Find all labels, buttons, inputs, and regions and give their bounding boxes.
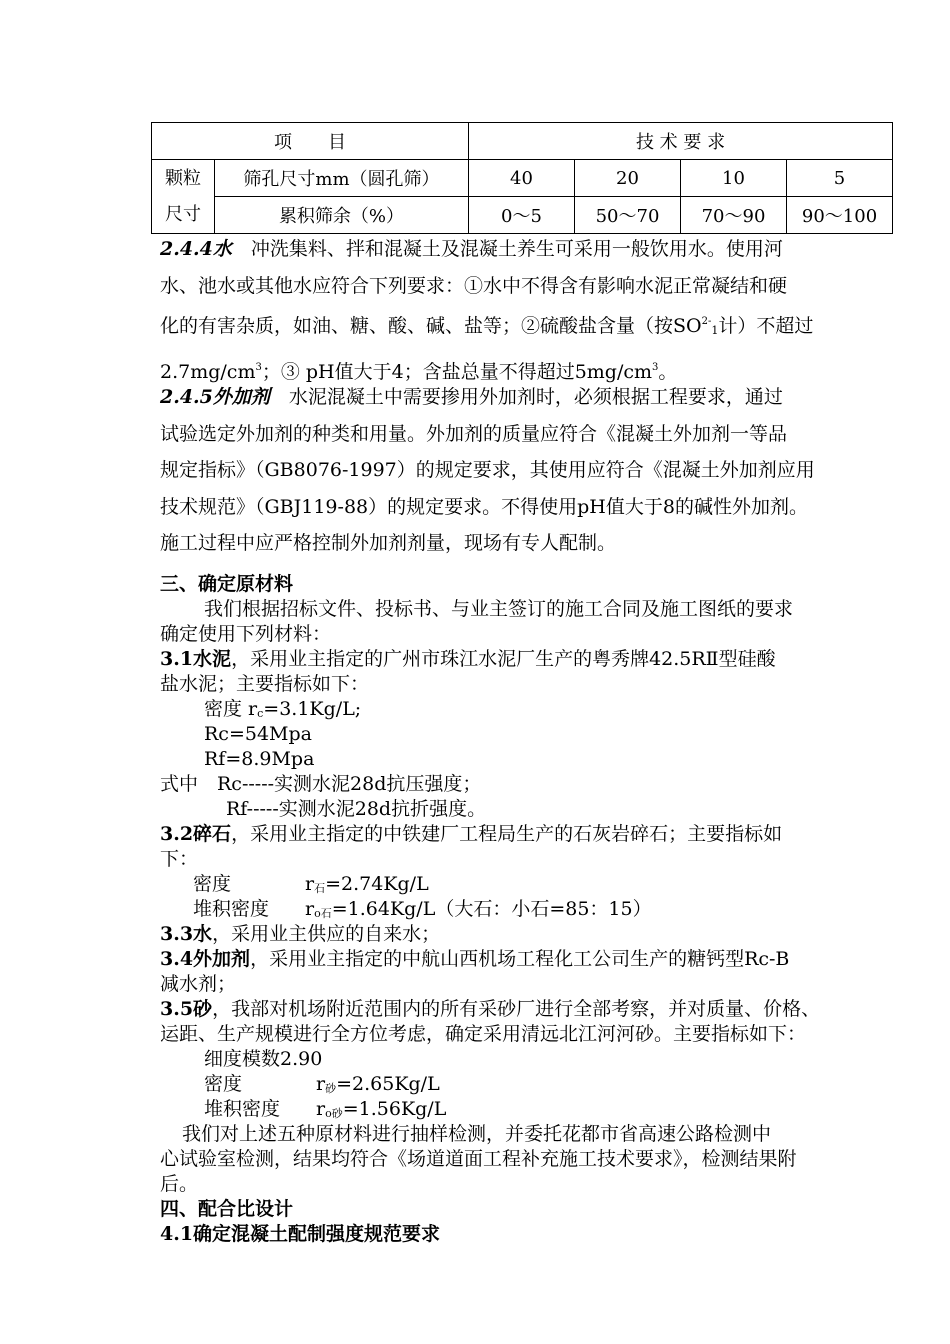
heading-text: 三、确定原材料	[160, 573, 294, 595]
text-span: ；③ pH值大于4；含盐总量不得超过5mg/cm	[261, 360, 653, 383]
text-line	[160, 231, 890, 268]
header-requirement: 技 术 要 求	[469, 123, 893, 160]
table-cell: 10	[681, 160, 787, 197]
text-line: 确定使用下列材料：	[160, 623, 332, 645]
text-span: 冲洗集料、拌和混凝土及混凝土养生可采用一般饮用水。使用河	[250, 238, 783, 260]
section-3-title	[160, 572, 890, 597]
text-span: ，采用业主指定的中铁建厂工程局生产的石灰岩碎石；主要指标如	[231, 823, 783, 845]
section-4-title	[160, 1197, 890, 1222]
sand-bulk-density	[204, 1097, 934, 1122]
sieve-size-label: 筛孔尺寸mm（圆孔筛）	[215, 160, 469, 197]
text-line: 心试验室检测，结果均符合《场道道面工程补充施工技术要求》，检测结果附	[160, 1148, 797, 1170]
superscript: 3	[255, 361, 262, 373]
text-span: ，采用业主指定的中航山西机场工程化工公司生产的糖钙型Rc-B	[250, 948, 790, 970]
item-heading: 3.5砂	[160, 998, 213, 1020]
text-span: 2.7mg/cm	[160, 360, 256, 383]
table-header-row	[152, 123, 893, 160]
superscript: 2-	[701, 316, 712, 327]
text-line: 施工过程中应严格控制外加剂剂量，现场有专人配制。	[160, 532, 617, 554]
subscript: o砂	[325, 1107, 343, 1120]
gradation-table	[151, 122, 893, 234]
text-span: r	[316, 1073, 326, 1095]
table-row	[152, 197, 893, 234]
subscript: 石	[314, 882, 326, 895]
text-span: 堆积密度	[193, 898, 270, 920]
stone-bulk-density	[193, 897, 923, 922]
text-span: =1.64Kg/L（大石：小石=85：15）	[331, 898, 652, 920]
text-line: 运距、生产规模进行全方位考虑，确定采用清远北江河河砂。主要指标如下：	[160, 1023, 807, 1045]
text-span: ，我部对机场附近范围内的所有采砂厂进行全部考察，并对质量、价格、	[212, 998, 821, 1020]
text-line: 减水剂；	[160, 973, 237, 995]
text-span: ，采用业主供应的自来水；	[212, 923, 441, 945]
subscript: c	[257, 707, 264, 720]
text-line	[160, 304, 890, 350]
text-span: 密度	[204, 1073, 243, 1095]
text-span: =2.65Kg/L	[336, 1073, 440, 1095]
text-line	[160, 379, 890, 416]
text-span: 密度	[193, 873, 232, 895]
formula-rf: Rf-----实测水泥28d抗折强度。	[226, 798, 487, 820]
text-line: 盐水泥；主要指标如下：	[160, 673, 370, 695]
subscript: 砂	[325, 1082, 337, 1095]
text-line: 后。	[160, 1173, 199, 1195]
row-label-line-2: 尺寸	[165, 203, 201, 225]
text-span: =1.56Kg/L	[342, 1098, 447, 1120]
row-label-line-1: 颗粒	[165, 167, 201, 189]
heading-text: 4.1确定混凝土配制强度规范要求	[160, 1223, 441, 1245]
table-cell: 50～70	[575, 197, 681, 234]
item-heading: 3.1水泥	[160, 648, 232, 670]
item-3-3-water	[160, 922, 890, 947]
cement-rf: Rf=8.9Mpa	[204, 748, 315, 770]
table-cell: 70～90	[681, 197, 787, 234]
text-span: r	[305, 873, 315, 895]
superscript: 3	[652, 361, 659, 373]
sand-fineness: 细度模数2.90	[204, 1048, 323, 1070]
text-span: r	[305, 898, 315, 920]
text-line: 规定指标》（GB8076-1997）的规定要求，其使用应符合《混凝土外加剂应用	[160, 459, 815, 481]
text-span: ，采用业主指定的广州市珠江水泥厂生产的粤秀牌42.5RⅡ型硅酸	[231, 648, 776, 670]
cumulative-residue-label: 累积筛余（%）	[215, 197, 469, 234]
row-label-particle-size	[152, 160, 215, 234]
text-span: r	[316, 1098, 326, 1120]
text-span: 堆积密度	[204, 1098, 281, 1120]
text-span: 化的有害杂质，如油、糖、酸、碱、盐等；②硫酸盐含量（按SO	[160, 315, 702, 337]
text-line: 下：	[160, 848, 199, 870]
heading-text: 四、配合比设计	[160, 1198, 294, 1220]
stone-density	[193, 872, 923, 897]
subscript: 1	[711, 324, 719, 337]
section-heading: 2.4.5外加剂	[160, 386, 270, 408]
item-3-5-sand	[160, 997, 890, 1022]
subscript: o石	[314, 907, 332, 920]
item-heading: 3.4外加剂	[160, 948, 251, 970]
table-cell: 90～100	[787, 197, 893, 234]
item-3-1-cement	[160, 647, 890, 672]
item-heading: 3.2碎石	[160, 823, 232, 845]
section-2-4-5-admixture	[160, 379, 890, 562]
table-row	[152, 160, 893, 197]
formula-rc: 式中 Rc-----实测水泥28d抗压强度；	[160, 773, 482, 795]
item-3-2-gravel	[160, 822, 890, 847]
section-2-4-4-water	[160, 231, 890, 390]
subsection-4-1-title	[160, 1222, 890, 1247]
text-span: 。	[658, 360, 678, 383]
table-cell: 5	[787, 160, 893, 197]
text-line: 试验选定外加剂的种类和用量。外加剂的质量应符合《混凝土外加剂一等品	[160, 422, 788, 445]
text-line: 我们对上述五种原材料进行抽样检测，并委托花都市省高速公路检测中	[182, 1123, 772, 1145]
text-span: 计）不超过	[718, 315, 814, 337]
text-span: =3.1Kg/L;	[263, 698, 362, 720]
cement-rc: Rc=54Mpa	[204, 723, 312, 745]
sand-density	[204, 1072, 934, 1097]
section-heading: 2.4.4水	[160, 238, 232, 260]
text-span: 密度 r	[204, 698, 258, 720]
table-cell: 0～5	[469, 197, 575, 234]
item-3-4-admixture	[160, 947, 890, 972]
text-span: 水泥混凝土中需要掺用外加剂时，必须根据工程要求，通过	[288, 386, 783, 408]
table-cell: 40	[469, 160, 575, 197]
header-item: 项 目	[152, 123, 469, 160]
text-line: 技术规范》（GBJ119-88）的规定要求。不得使用pH值大于8的碱性外加剂。	[160, 495, 808, 518]
item-heading: 3.3水	[160, 923, 213, 945]
text-span: =2.74Kg/L	[325, 873, 429, 895]
text-line: 我们根据招标文件、投标书、与业主签订的施工合同及施工图纸的要求	[204, 598, 794, 620]
text-line: 水、池水或其他水应符合下列要求：①水中不得含有影响水泥正常凝结和硬	[160, 274, 788, 297]
table-cell: 20	[575, 160, 681, 197]
